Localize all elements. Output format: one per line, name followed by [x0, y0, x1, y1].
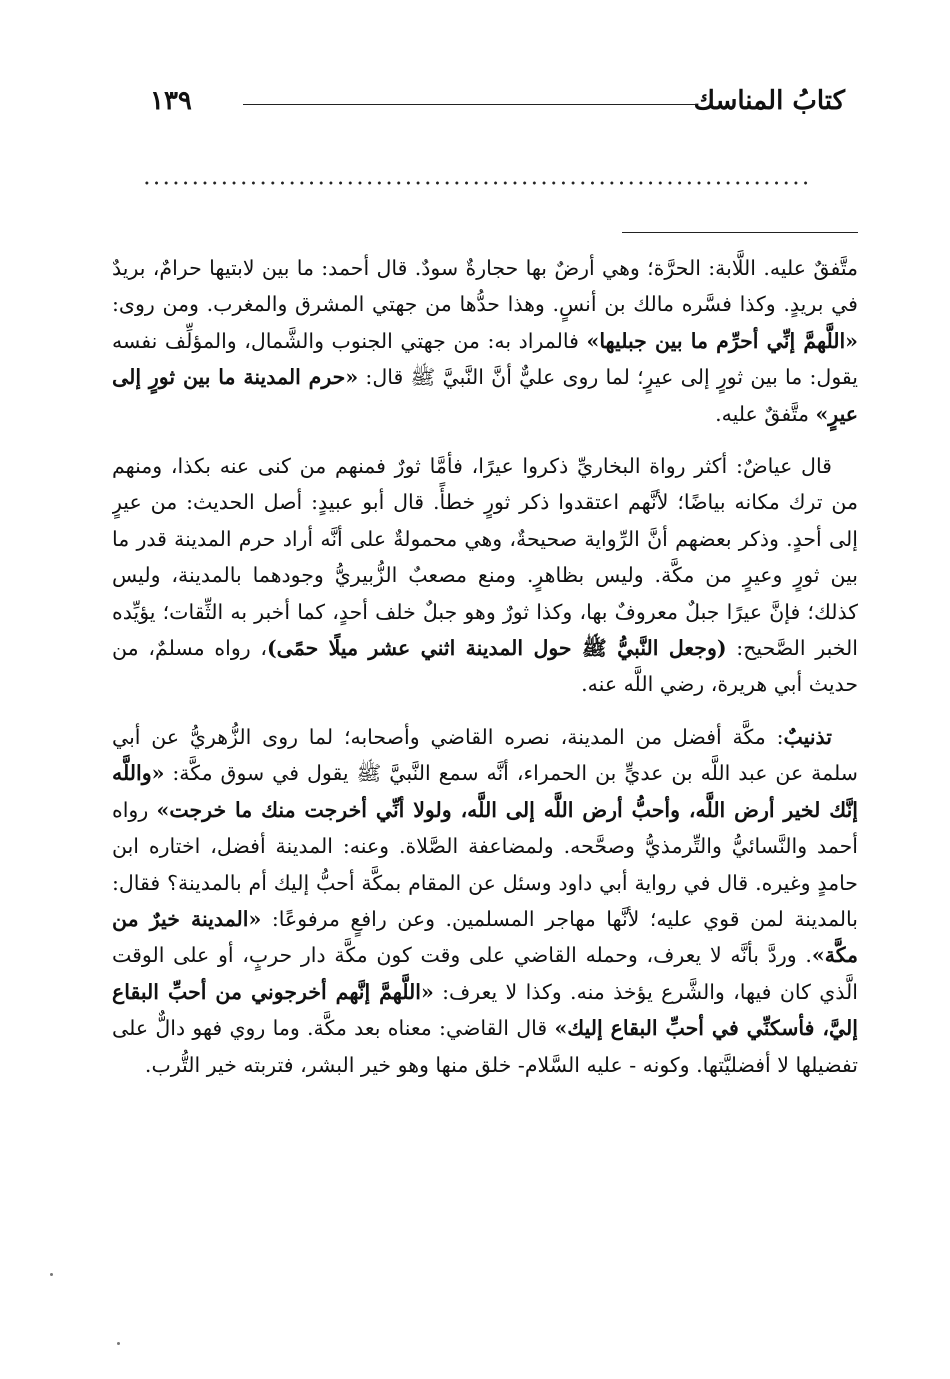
book-title: كتابُ المناسك [693, 86, 845, 116]
paragraph-1 [112, 250, 858, 432]
scan-speck [50, 1273, 53, 1276]
footnote-text [112, 250, 858, 1290]
paragraph-2 [112, 448, 858, 703]
body-text: قال القاضي: معناه بعد مكَّة. وما روي فهو دالٌّ على تفضيلها لا أفضليَّتها. وكونه - عليه السَّلام- خلق منها وهو خير البشر، فتربته خير التُّرب. [112, 1016, 858, 1077]
paragraph-3 [112, 719, 858, 1083]
paragraph-gap [112, 432, 858, 448]
footnote-separator [622, 232, 858, 233]
omission-dotted-line [142, 180, 812, 186]
quoted-text: تذنيبٌ [783, 724, 832, 749]
page-number: ١٣٩ [150, 86, 192, 116]
paragraph-gap [112, 703, 858, 719]
quoted-text: «المدينة خيرٌ من مكَّة» [112, 906, 858, 968]
body-text: : مكَّة أفضل من المدينة، نصره القاضي وأصحابه؛ لما روى الزُّهريُّ عن أبي سلمة عن عبد اللَّه بن عديٍّ بن الحمراء، أنَّه سمع النَّبيَّ ﷺ يقول في سوق مكَّة: [112, 724, 858, 786]
body-text: متَّفقٌ عليه. [715, 401, 816, 426]
body-text: . وردَّ بأنَّه لا يعرف، وحمله القاضي على وقت كون مكَّة دار حربٍ، أو على الوقت الَّذي كان فيها، والشَّرع يؤخذ منه. وكذا لا يعرف: [112, 943, 858, 1004]
body-text: رواه أحمد والنَّسائيُّ والتِّرمذيُّ وصحَّحه. ولمضاعفة الصَّلاة. وعنه: المدينة أفضل، اختاره ابن حامدٍ وغيره. قال في رواية أبي داود وسئل عن المقام بمكَّة أحبُّ إليك أم بالمدينة؟ فقال: بالمدينة لمن قوي عليه؛ لأنَّها مهاجر المسلمين. وعن رافعٍ مرفوعًا: [112, 797, 858, 931]
body-text: متَّفقٌ عليه. اللَّابة: الحرَّة؛ وهي أرضٌ بها حجارةٌ سودٌ. قال أحمد: ما بين لابتيها حرامٌ، بريدٌ في بريدٍ. وكذا فسَّره مالك بن أنسٍ. وهذا حدُّها من جهتي المشرق والمغرب. ومن روى: [112, 256, 858, 317]
quoted-text: (وجعل النَّبيُّ ﷺ حول المدينة اثني عشر ميلًا حمًى) [266, 636, 727, 661]
running-header [150, 86, 845, 122]
scan-speck [117, 1342, 120, 1345]
body-text: قال عياضٌ: أكثر رواة البخاريِّ ذكروا عيرًا، فأمَّا ثورٌ فمنهم من كنى عنه بكذا، ومنهم من ترك مكانه بياضًا؛ لأنَّهم اعتقدوا ذكر ثورٍ خطأً. قال أبو عبيدٍ: أصل الحديث: من عيرٍ إلى أحدٍ. وذكر بعضهم أنَّ الرِّواية صحيحةٌ، وهي محمولةٌ على أنَّه أراد حرم المدينة قدر ما بين ثورٍ وعيرٍ من مكَّة. وليس بظاهرٍ. ومنع مصعبٌ الزُّبيريُّ وجودهما بالمدينة، وليس كذلك؛ فإنَّ عيرًا جبلٌ معروفٌ بها، وكذا ثورٌ وهو جبلٌ خلف أحدٍ، كما أخبر به الثِّقات؛ يؤيِّده الخبر الصَّحيح: [112, 454, 858, 661]
quoted-text: «اللَّهمَّ إنَّهم أخرجوني من أحبِّ البقاع إليَّ، فأسكنِّي في أحبِّ البقاع إليك» [112, 979, 858, 1041]
body-text: ، رواه مسلمٌ، من حديث أبي هريرة، رضي اللَّه عنه. [112, 636, 858, 697]
body-text: فالمراد به: من جهتي الجنوب والشَّمال، والمؤلِّف نفسه يقول: ما بين ثورٍ إلى عيرٍ؛ لما روى عليٌّ أنَّ النَّبيَّ ﷺ قال: [112, 328, 858, 390]
quoted-text: «اللَّهمَّ إنِّي أحرِّم ما بين جبليها» [586, 328, 858, 353]
header-rule [243, 104, 697, 105]
quoted-text: «حرم المدينة ما بين ثورٍ إلى عيرٍ» [112, 365, 858, 426]
quoted-text: «واللَّه إنَّك لخير أرض اللَّه، وأحبُّ أرض اللَّه إلى اللَّه، ولولا أنِّي أخرجت منك ما خرجت» [112, 761, 858, 822]
